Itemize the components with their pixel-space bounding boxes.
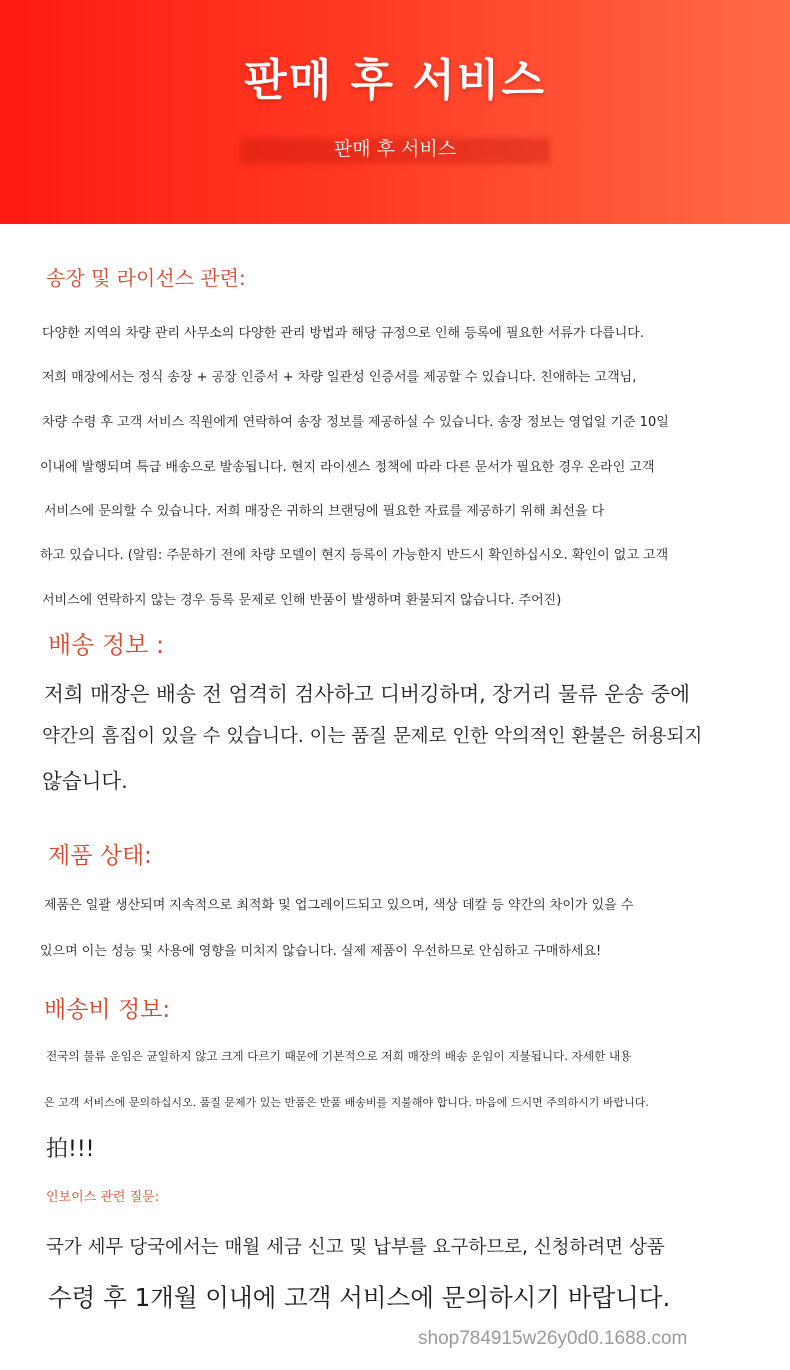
paragraph-line: 서비스에 문의할 수 있습니다. 저희 매장은 귀하의 브랜딩에 필요한 자료를 제공하기 위해 최선을 다 bbox=[44, 504, 605, 519]
pai-text: 拍!!! bbox=[46, 1137, 95, 1162]
paragraph-line: 수령 후 1개월 이내에 고객 서비스에 문의하시기 바랍니다. bbox=[48, 1283, 671, 1312]
page-subtitle: 판매 후 서비스 bbox=[333, 138, 457, 160]
paragraph-line: 제품은 일괄 생산되며 지속적으로 최적화 및 업그레이드되고 있으며, 색상 데칼 등 약간의 차이가 있을 수 bbox=[44, 898, 634, 913]
paragraph-line: 차량 수령 후 고객 서비스 직원에게 연락하여 송장 정보를 제공하실 수 있습니다. 송장 정보는 영업일 기준 10일 bbox=[42, 415, 669, 430]
section-heading-invoice-question: 인보이스 관련 질문: bbox=[46, 1190, 160, 1205]
paragraph-line: 않습니다. bbox=[42, 769, 128, 793]
page-title: 판매 후 서비스 bbox=[244, 55, 546, 106]
paragraph-line: 하고 있습니다. (알림: 주문하기 전에 차량 모델이 현지 등록이 가능한지 반드시 확인하십시오. 확인이 없고 고객 bbox=[40, 548, 669, 563]
paragraph-line: 전국의 물류 운임은 균일하지 않고 크게 다르기 때문에 기본적으로 저희 매장의 배송 운임이 지불됩니다. 자세한 내용 bbox=[46, 1049, 632, 1063]
paragraph-line: 서비스에 연락하지 않는 경우 등록 문제로 인해 반품이 발생하며 환불되지 않습니다. 주어진) bbox=[42, 593, 562, 608]
section-heading-shipping: 배송 정보 : bbox=[48, 631, 165, 659]
paragraph-line: 약간의 흠집이 있을 수 있습니다. 이는 품질 문제로 인한 악의적인 환불은 허용되지 bbox=[42, 726, 703, 747]
paragraph-line: 은 고객 서비스에 문의하십시오. 품질 문제가 있는 반품은 반품 배송비를 지불해야 합니다. 마음에 드시면 주의하시기 바랍니다. bbox=[44, 1096, 649, 1109]
paragraph-line: 저희 매장은 배송 전 엄격히 검사하고 디버깅하며, 장거리 물류 운송 중에 bbox=[44, 682, 690, 706]
section-heading-invoice-license: 송장 및 라이선스 관련: bbox=[46, 266, 246, 290]
paragraph-line: 저희 매장에서는 정식 송장 + 공장 인증서 + 차량 일관성 인증서를 제공할 수 있습니다. 친애하는 고객님, bbox=[42, 370, 637, 385]
header-banner bbox=[0, 0, 790, 224]
section-heading-condition: 제품 상태: bbox=[48, 843, 152, 869]
shop-url-watermark: shop784915w26y0d0.1688.com bbox=[418, 1328, 688, 1349]
paragraph-line: 있으며 이는 성능 및 사용에 영향을 미치지 않습니다. 실제 제품이 우선하므로 안심하고 구매하세요! bbox=[40, 944, 602, 959]
paragraph-line: 다양한 지역의 차량 관리 사무소의 다양한 관리 방법과 해당 규정으로 인해 등록에 필요한 서류가 다릅니다. bbox=[42, 326, 644, 341]
paragraph-line: 국가 세무 당국에서는 매월 세금 신고 및 납부를 요구하므로, 신청하려면 상품 bbox=[46, 1237, 665, 1258]
section-heading-freight: 배송비 정보: bbox=[44, 997, 171, 1023]
paragraph-line: 이내에 발행되며 특급 배송으로 발송됩니다. 현지 라이센스 정책에 따라 다른 문서가 필요한 경우 온라인 고객 bbox=[40, 460, 655, 475]
